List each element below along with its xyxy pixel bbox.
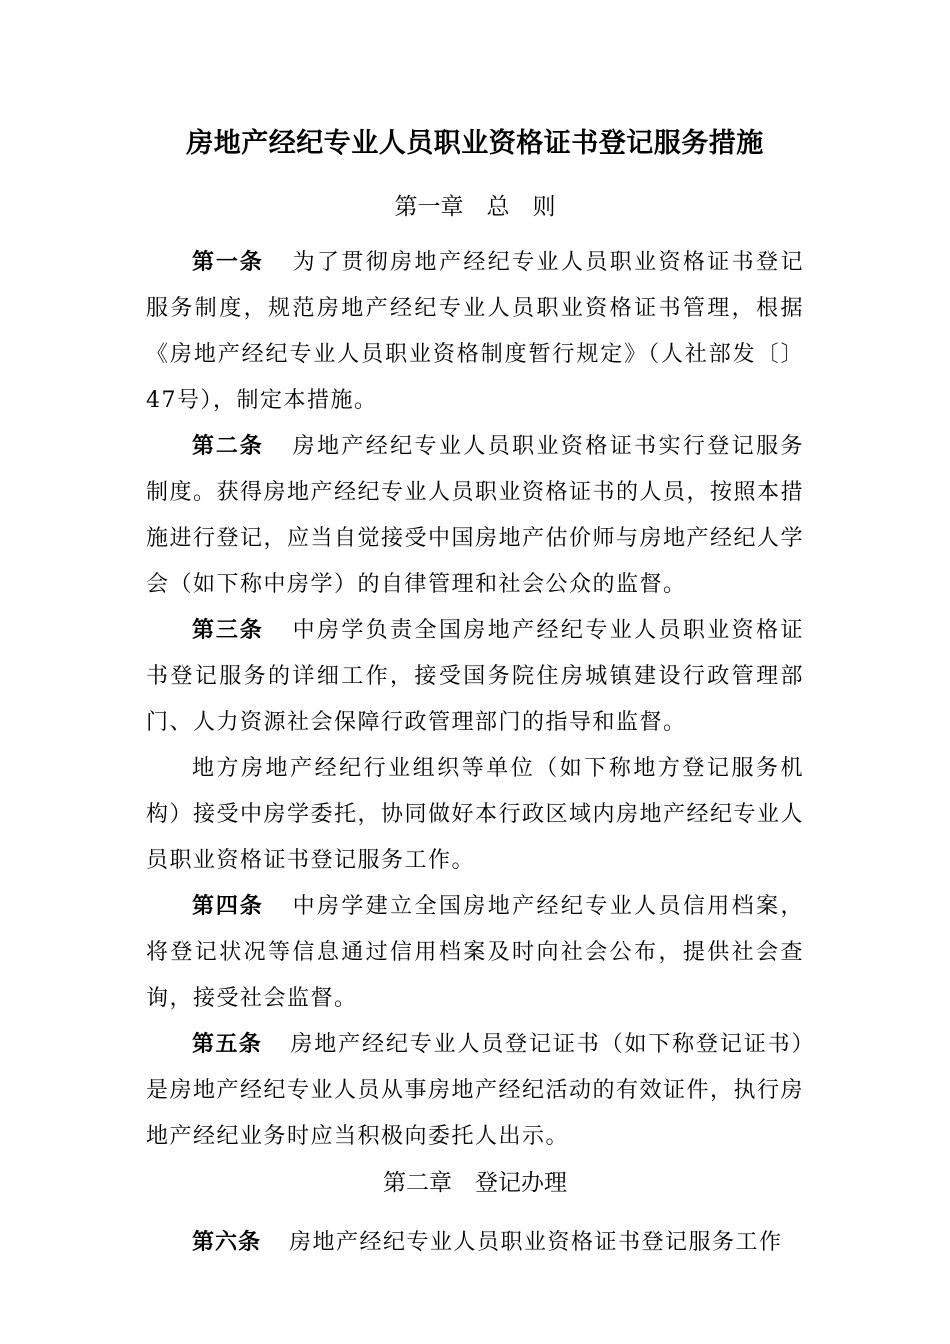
article-paragraph	[146, 1220, 804, 1266]
chapter-heading: 第一章 总 则	[394, 194, 556, 220]
article-number: 第六条	[192, 1230, 262, 1255]
article-number: 第四条	[192, 894, 264, 919]
article-number: 第一条	[192, 250, 264, 275]
article-text: 中房学建立全国房地产经纪专业人员信用档案，将登记状况等信息通过信用档案及时向社会公布，提供社会查询，接受社会监督。	[146, 894, 804, 1011]
chapter-2	[146, 1160, 804, 1266]
article-text: 房地产经纪专业人员职业资格证书登记服务工作	[289, 1230, 783, 1255]
article-paragraph	[146, 424, 804, 608]
article-paragraph	[146, 884, 804, 1022]
article-paragraph	[146, 608, 804, 746]
body-paragraph	[146, 746, 804, 884]
article-paragraph	[146, 240, 804, 424]
article-text: 为了贯彻房地产经纪专业人员职业资格证书登记服务制度，规范房地产经纪专业人员职业资格证书管理，根据《房地产经纪专业人员职业资格制度暂行规定》（人社部发〔〕47号），制定本措施。	[146, 250, 804, 413]
article-number: 第三条	[192, 618, 264, 643]
article-text: 房地产经纪专业人员职业资格证书实行登记服务制度。获得房地产经纪专业人员职业资格证书的人员，按照本措施进行登记，应当自觉接受中国房地产估价师与房地产经纪人学会（如下称中房学）的自律管理和社会公众的监督。	[146, 434, 805, 597]
article-text: 中房学负责全国房地产经纪专业人员职业资格证书登记服务的详细工作，接受国务院住房城镇建设行政管理部门、人力资源社会保障行政管理部门的指导和监督。	[146, 618, 804, 735]
paragraph-text: 地方房地产经纪行业组织等单位（如下称地方登记服务机构）接受中房学委托，协同做好本行政区域内房地产经纪专业人员职业资格证书登记服务工作。	[146, 756, 805, 873]
document-title: 房地产经纪专业人员职业资格证书登记服务措施	[186, 128, 764, 159]
article-number: 第二条	[192, 434, 264, 459]
chapter-heading: 第二章 登记办理	[383, 1170, 567, 1196]
chapter-1	[146, 184, 804, 1160]
article-text: 房地产经纪专业人员登记证书（如下称登记证书）是房地产经纪专业人员从事房地产经纪活动的有效证件，执行房地产经纪业务时应当积极向委托人出示。	[146, 1032, 805, 1149]
article-number: 第五条	[192, 1032, 263, 1057]
article-paragraph	[146, 1022, 804, 1160]
